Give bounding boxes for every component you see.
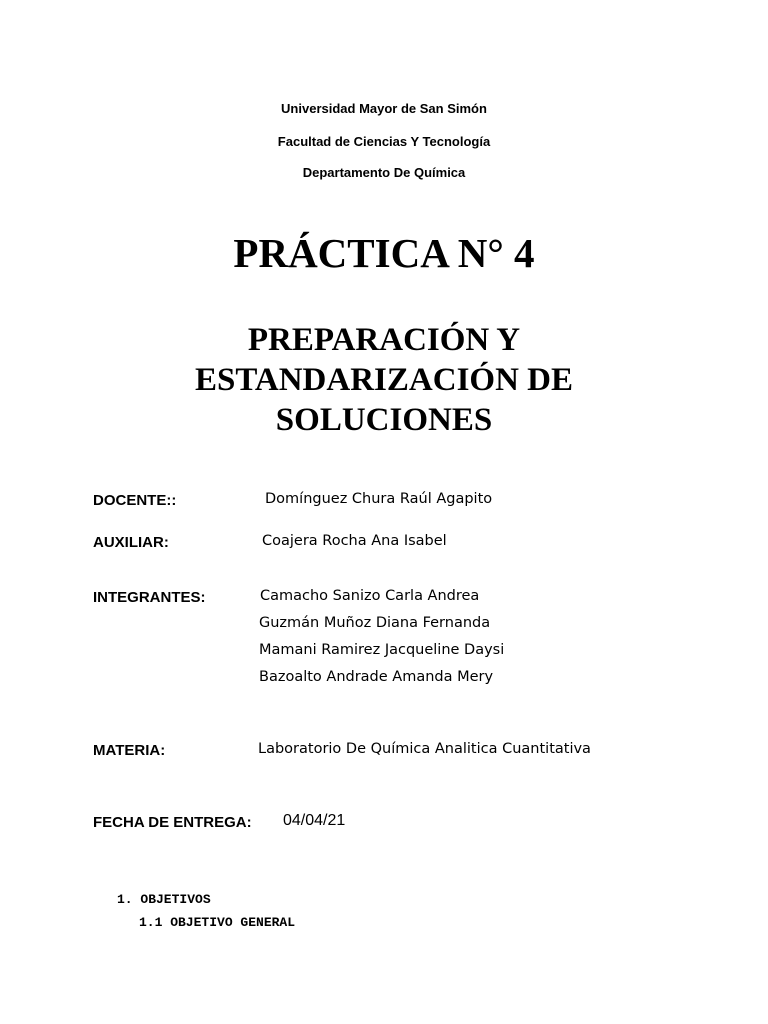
fecha-entrega-label: FECHA DE ENTREGA: bbox=[93, 814, 252, 831]
fecha-entrega-value: 04/04/21 bbox=[283, 812, 346, 829]
outline-item-objetivos: 1. OBJETIVOS bbox=[117, 892, 211, 907]
auxiliar-label: AUXILIAR: bbox=[93, 534, 169, 551]
outline-item-objetivo-general: 1.1 OBJETIVO GENERAL bbox=[139, 915, 296, 930]
practice-title: PRÁCTICA N° 4 bbox=[233, 230, 535, 276]
integrante-item: Guzmán Muñoz Diana Fernanda bbox=[259, 615, 491, 631]
practice-subtitle-line2: ESTANDARIZACIÓN DE bbox=[194, 362, 574, 398]
department-name: Departamento De Química bbox=[302, 165, 466, 180]
integrantes-label: INTEGRANTES: bbox=[93, 589, 206, 606]
faculty-name: Facultad de Ciencias Y Tecnología bbox=[277, 134, 491, 149]
materia-label: MATERIA: bbox=[93, 742, 166, 759]
integrante-item: Camacho Sanizo Carla Andrea bbox=[260, 588, 480, 604]
integrante-item: Bazoalto Andrade Amanda Mery bbox=[259, 669, 494, 685]
docente-value: Domínguez Chura Raúl Agapito bbox=[265, 491, 493, 507]
practice-subtitle-line3: SOLUCIONES bbox=[275, 402, 493, 438]
university-name: Universidad Mayor de San Simón bbox=[281, 101, 487, 116]
auxiliar-value: Coajera Rocha Ana Isabel bbox=[262, 533, 447, 549]
practice-subtitle-line1: PREPARACIÓN Y bbox=[247, 322, 521, 358]
integrante-item: Mamani Ramirez Jacqueline Daysi bbox=[259, 642, 505, 658]
materia-value: Laboratorio De Química Analitica Cuantitativa bbox=[258, 741, 591, 757]
docente-label: DOCENTE:: bbox=[93, 492, 177, 509]
